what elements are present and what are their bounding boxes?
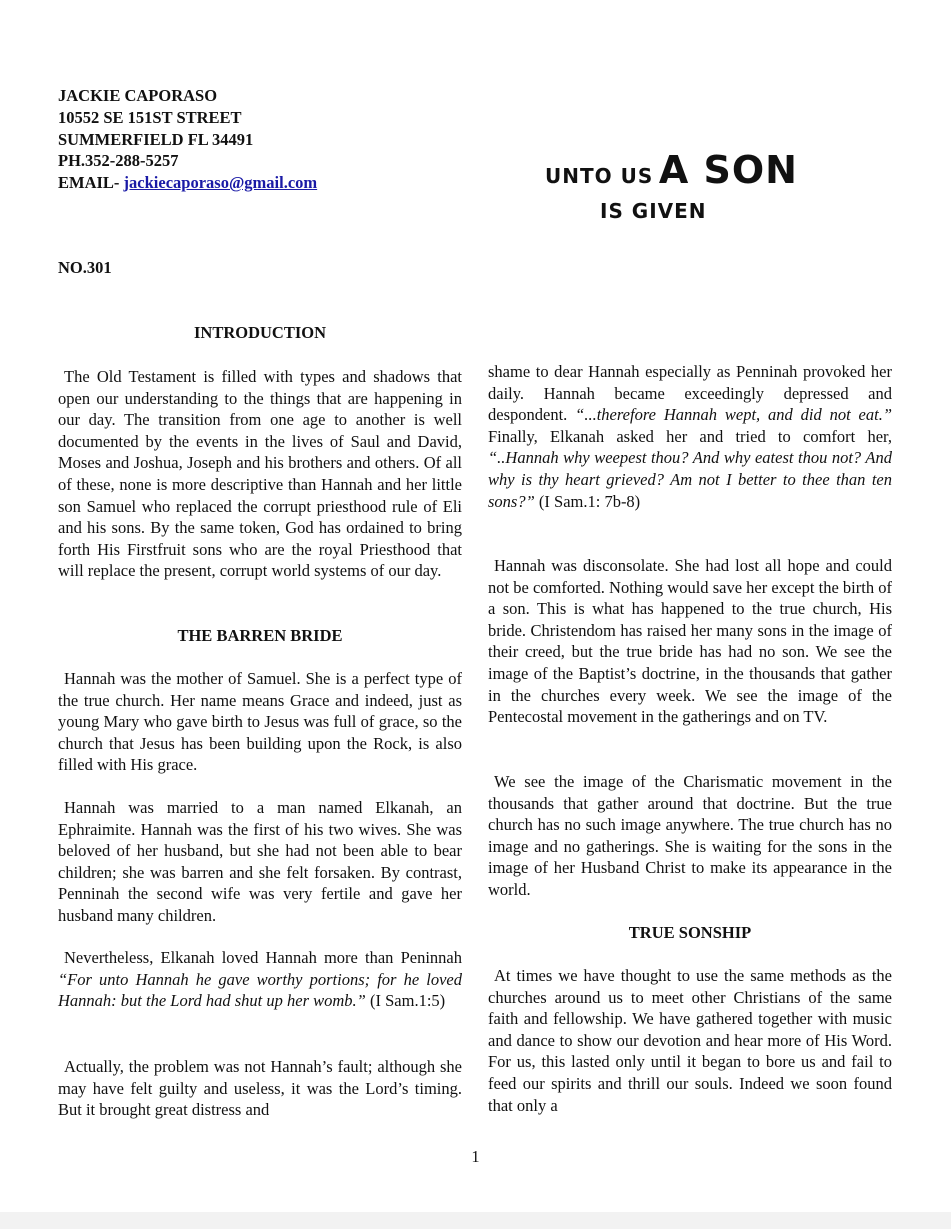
banner-is-given: IS GIVEN bbox=[600, 199, 707, 223]
contact-phone: PH.352-288-5257 bbox=[58, 151, 179, 171]
contact-street: 10552 SE 151ST STREET bbox=[58, 107, 242, 127]
r-p1-quote-2: “..Hannah why weepest thou? And why eatest thou not? And why is thy heart grieved? Am not I better to thee than ten sons?” bbox=[488, 448, 892, 511]
email-label: EMAIL- bbox=[58, 173, 124, 193]
p4-quote: “For unto Hannah he gave worthy portions; for he loved Hannah: but the Lord had shut up her womb.” bbox=[58, 969, 462, 1011]
paragraph-nevertheless bbox=[58, 947, 462, 1012]
r-p1-text-a: shame to dear Hannah especially as Penninah provoked her daily. Hannah became exceedingly depressed and despondent. bbox=[488, 362, 892, 425]
heading-barren-bride: THE BARREN BRIDE bbox=[177, 626, 343, 645]
paragraph-actually: Actually, the problem was not Hannah’s fault; although she may have felt guilty and useless, it was the Lord’s timing. But it brought great distress and bbox=[58, 1057, 462, 1120]
p4-text: Nevertheless, Elkanah loved Hannah more than Peninnah bbox=[64, 948, 462, 967]
paragraph-charismatic: We see the image of the Charismatic movement in the thousands that gather around that doctrine. But the true church has no such image anywhere. The true church has no image and no gatherings. She is waiting for the sons in the image of her Husband Christ to make its appearance in the world. bbox=[488, 772, 892, 899]
paragraph-at-times: At times we have thought to use the same methods as the churches around us to meet other Christians of the same faith and fellowship. We have gathered together with music and dance to show our devotion and hear more of His Word. For us, this lasted only until it began to bore us and fail to feed our spirits and thrill our souls. Indeed we soon found that only a bbox=[488, 966, 892, 1115]
banner-unto: UNTO US bbox=[545, 164, 654, 188]
r-p1-quote-1: “...therefore Hannah wept, and did not eat.” bbox=[575, 405, 893, 425]
paragraph-disconsolate: Hannah was disconsolate. She had lost all hope and could not be comforted. Nothing would save her except the birth of a son. This is what has happened to the true church, His bride. Christendom has raised her many sons in the image of their creed, but the true bride has had no son. We see the image of the Baptist’s doctrine, in the thousands that gather in the churches every week. We see the image of the Pentecostal movement in the gatherings and on TV. bbox=[488, 556, 892, 727]
banner-a-son: A SON bbox=[658, 148, 798, 192]
p4-reference: (I Sam.1:5) bbox=[365, 991, 446, 1011]
contact-email-line bbox=[58, 172, 317, 194]
heading-introduction: INTRODUCTION bbox=[193, 323, 327, 342]
paragraph-hannah-mother: Hannah was the mother of Samuel. She is a perfect type of the true church. Her name means Grace and indeed, just as young Mary who gave birth to Jesus was full of grace, so the church that Jesus has been building upon the Rock, is also filled with His grace. bbox=[58, 669, 462, 775]
r-p1-reference: (I Sam.1: 7b-8) bbox=[534, 491, 641, 511]
contact-block bbox=[58, 85, 317, 194]
title-banner bbox=[545, 148, 825, 222]
viewer-bottom-edge bbox=[0, 1212, 951, 1229]
paragraph-intro: The Old Testament is filled with types and shadows that open our understanding to the things that are happening in our day. The transition from one age to another is well documented by the events in the lives of Saul and David, Moses and Joshua, Joseph and his brothers and others. Of all of these, none is more descriptive than Hannah and her little son Samuel who replaced the corrupt priesthood rule of Eli and his sons. By the same token, God has ordained to bring forth His Firstfruit sons who are the royal Priesthood that will replace the present, corrupt world systems of our day. bbox=[58, 367, 462, 581]
contact-name: JACKIE CAPORASO bbox=[58, 86, 218, 105]
r-p1-text-b: Finally, Elkanah asked her and tried to comfort her, bbox=[488, 426, 892, 446]
paragraph-elkanah: Hannah was married to a man named Elkanah, an Ephraimite. Hannah was the first of his two wives. She was beloved of her husband, but she had not been able to bear children; she was barren and she felt forsaken. By contrast, Penninah the second wife was very fertile and gave her husband many children. bbox=[58, 798, 462, 925]
document-number: NO.301 bbox=[58, 258, 112, 277]
contact-city: SUMMERFIELD FL 34491 bbox=[58, 129, 254, 149]
email-link[interactable]: jackiecaporaso@gmail.com bbox=[123, 173, 318, 193]
paragraph-shame bbox=[488, 361, 892, 512]
page-number: 1 bbox=[471, 1147, 480, 1166]
heading-true-sonship: TRUE SONSHIP bbox=[628, 923, 752, 942]
